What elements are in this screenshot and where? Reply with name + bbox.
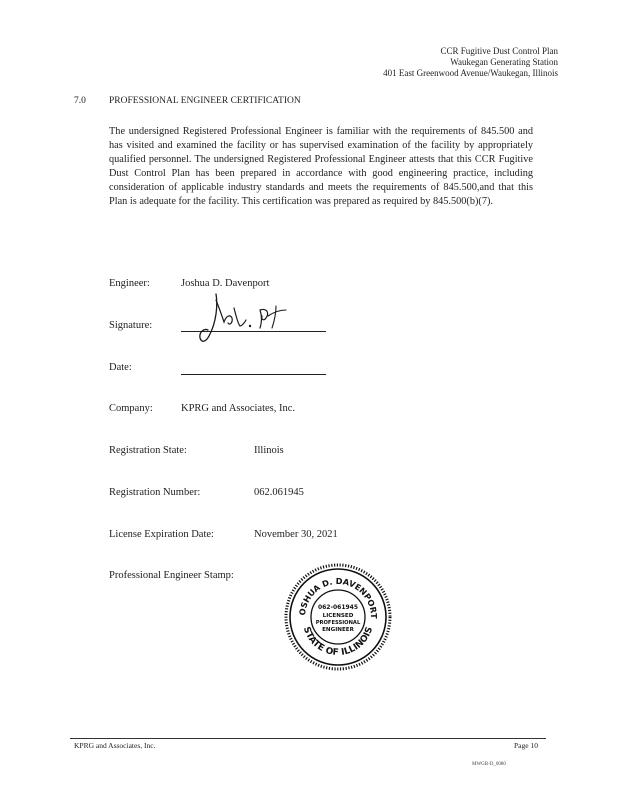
signature-dot <box>249 325 251 327</box>
registration-state-label: Registration State: <box>109 445 187 456</box>
company-label: Company: <box>109 403 153 414</box>
certification-paragraph: The undersigned Registered Professional Engineer is familiar with the requirements of 845.500 and has visited and examined the facility or has supervised examination of the facility by appropriately qualified personnel. The undersigned Registered Professional Engineer attests that this CCR Fugitive Dust Control Plan has been prepared in accordance with good engineering practice, including consideration of applicable industry standards and meets the requirements of 845.500,and that this Plan is adequate for the facility. This certification was prepared as required by 845.500(b)(7). <box>109 126 533 207</box>
registration-state-value: Illinois <box>254 445 284 456</box>
section-number: 7.0 <box>74 96 86 106</box>
company-value: KPRG and Associates, Inc. <box>181 403 296 414</box>
header-title: CCR Fugitive Dust Control Plan <box>440 46 558 56</box>
registration-number-value: 062.061945 <box>254 487 304 498</box>
section-title: PROFESSIONAL ENGINEER CERTIFICATION <box>109 96 301 106</box>
signature-label: Signature: <box>109 320 153 331</box>
professional-engineer-stamp <box>283 562 393 672</box>
document-header <box>383 46 558 79</box>
stamp-professional: PROFESSIONAL <box>315 620 361 626</box>
date-line <box>181 374 326 375</box>
stamp-engineer: ENGINEER <box>322 627 354 633</box>
stamp-label: Professional Engineer Stamp: <box>109 570 234 581</box>
stamp-top-text: OSHUA D. DAVENPORT <box>296 575 380 619</box>
license-expiration-value: November 30, 2021 <box>254 529 338 540</box>
stamp-licensed: LICENSED <box>322 613 354 619</box>
footer-company: KPRG and Associates, Inc. <box>74 741 156 750</box>
footer-rule <box>70 738 546 739</box>
registration-number-label: Registration Number: <box>109 487 201 498</box>
engineer-label: Engineer: <box>109 278 150 289</box>
header-station: Waukegan Generating Station <box>450 57 558 67</box>
date-label: Date: <box>109 362 132 373</box>
stamp-number: 062-061945 <box>317 604 359 611</box>
license-expiration-label: License Expiration Date: <box>109 529 214 540</box>
footer-page-number: Page 10 <box>514 741 538 750</box>
engineer-name: Joshua D. Davenport <box>181 278 270 289</box>
stamp-bottom-text: STATE OF ILLINOIS <box>300 625 376 659</box>
footer-doc-code: MWGB-D_0080 <box>472 762 506 767</box>
header-address: 401 East Greenwood Avenue/Waukegan, Illinois <box>383 68 558 78</box>
handwritten-signature <box>190 286 300 348</box>
